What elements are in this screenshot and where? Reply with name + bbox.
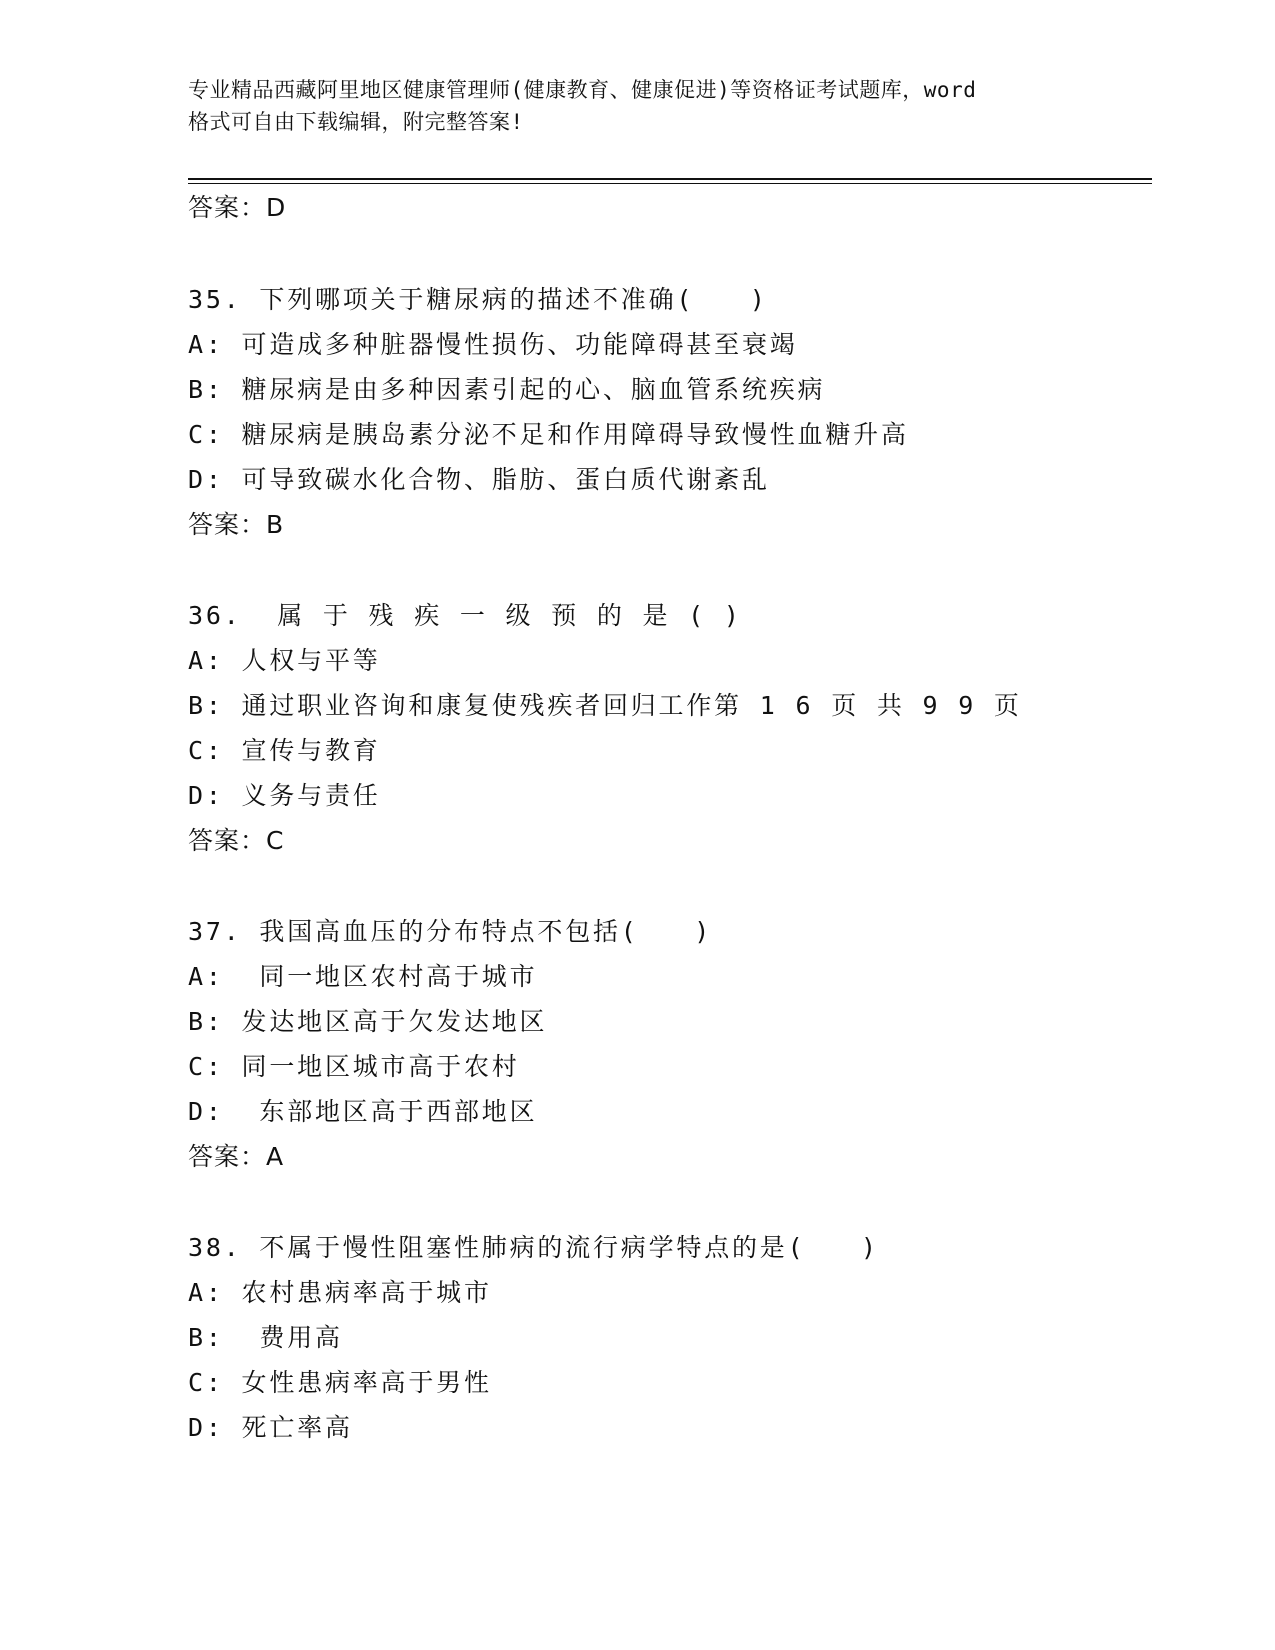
answer-35: 答案：B (188, 510, 285, 539)
header-divider-thick (188, 178, 1152, 180)
question-37-option-a: A: 同一地区农村高于城市 (188, 962, 538, 991)
question-35-option-a: A: 可造成多种脏器慢性损伤、功能障碍甚至衰竭 (188, 330, 798, 359)
question-38-stem: 38. 不属于慢性阻塞性肺病的流行病学特点的是( ) (188, 1233, 879, 1262)
question-38-option-d: D: 死亡率高 (188, 1413, 353, 1442)
header-line-2: 格式可自由下载编辑，附完整答案! (188, 110, 524, 134)
question-35-option-d: D: 可导致碳水化合物、脂肪、蛋白质代谢紊乱 (188, 465, 770, 494)
answer-34: 答案：D (188, 193, 287, 222)
document-header (188, 74, 1108, 138)
question-38-option-b: B: 费用高 (188, 1323, 343, 1352)
question-36-option-d: D: 义务与责任 (188, 781, 381, 810)
question-36-stem: 36. 属 于 残 疾 一 级 预 的 是 ( ) (188, 601, 742, 630)
question-37-option-b: B: 发达地区高于欠发达地区 (188, 1007, 548, 1036)
question-37-option-c: C: 同一地区城市高于农村 (188, 1052, 520, 1081)
question-37-stem: 37. 我国高血压的分布特点不包括( ) (188, 917, 713, 946)
question-37-option-d: D: 东部地区高于西部地区 (188, 1097, 538, 1126)
question-35-stem: 35. 下列哪项关于糖尿病的描述不准确( ) (188, 285, 768, 314)
question-36-option-a: A: 人权与平等 (188, 646, 381, 675)
answer-36: 答案：C (188, 826, 285, 855)
question-35-option-c: C: 糖尿病是胰岛素分泌不足和作用障碍导致慢性血糖升高 (188, 420, 909, 449)
question-38-option-c: C: 女性患病率高于男性 (188, 1368, 492, 1397)
header-line-1: 专业精品西藏阿里地区健康管理师(健康教育、健康促进)等资格证考试题库，word (188, 78, 977, 102)
question-36-option-b: B: 通过职业咨询和康复使残疾者回归工作第 1 6 页 共 9 9 页 (188, 691, 1022, 720)
question-38-option-a: A: 农村患病率高于城市 (188, 1278, 492, 1307)
header-divider-thin (188, 183, 1152, 184)
question-35-option-b: B: 糖尿病是由多种因素引起的心、脑血管系统疾病 (188, 375, 826, 404)
answer-37: 答案：A (188, 1142, 285, 1171)
question-36-option-c: C: 宣传与教育 (188, 736, 381, 765)
